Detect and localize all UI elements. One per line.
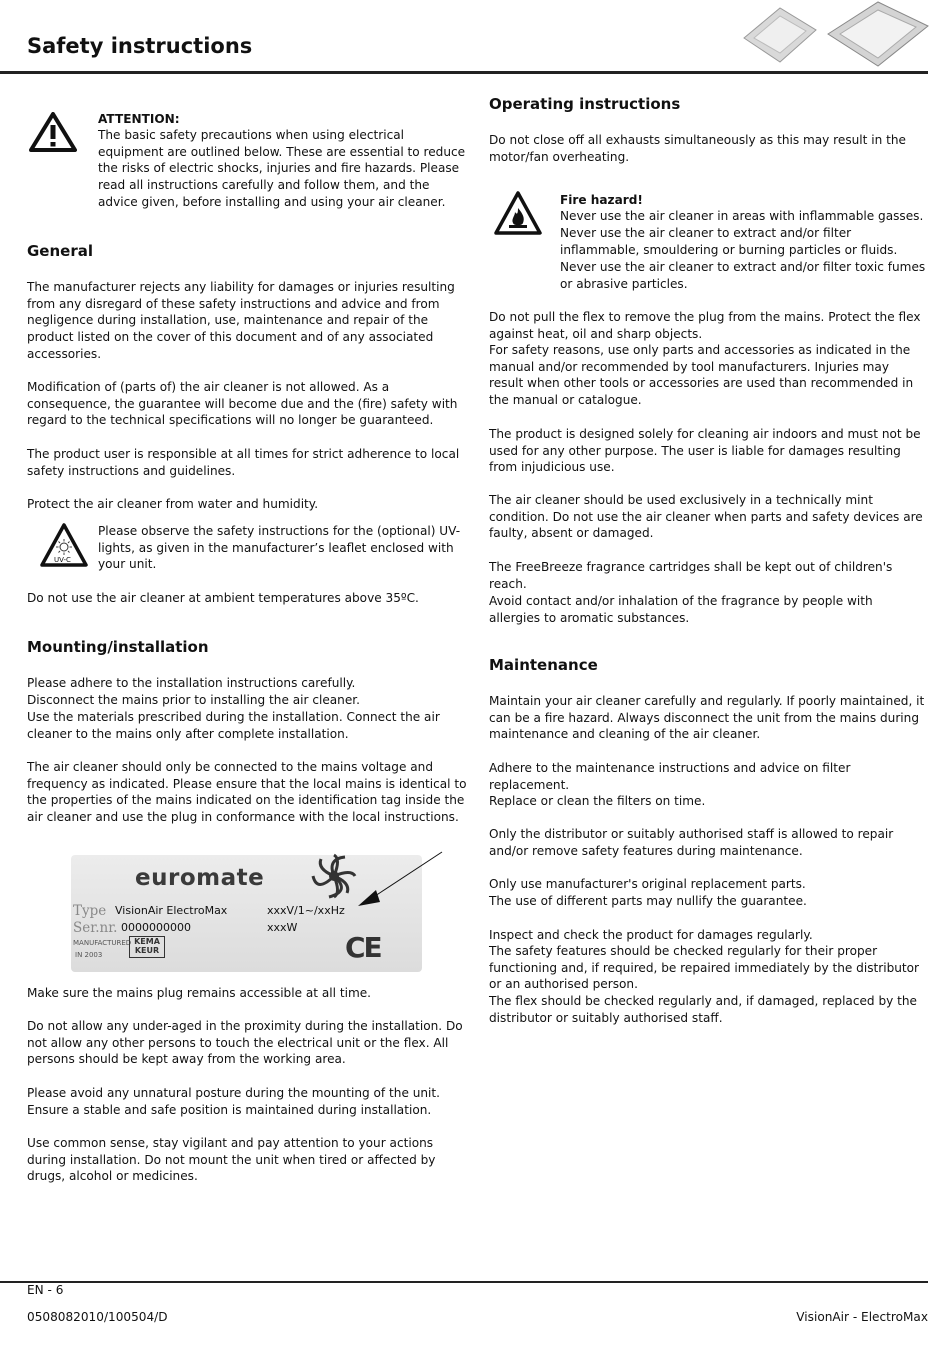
kema-keur-mark: KEMA KEUR	[129, 936, 165, 958]
plate-voltage: xxxV/1~/xxHz	[267, 904, 345, 917]
uvc-text: Please observe the safety instructions for the (optional) UV-lights, as given in the manufacturer’s leaflet enclosed with your unit.	[98, 524, 461, 572]
operating-paragraph-5a: The FreeBreeze fragrance cartridges shall be kept out of children's reach.	[489, 560, 893, 591]
footer-rule	[0, 1281, 928, 1283]
plate-year: IN 2003	[75, 951, 103, 959]
document-number: 0508082010/100504/D	[27, 1310, 168, 1324]
plate-power: xxxW	[267, 921, 298, 934]
mounting-paragraph-5: Please avoid any unnatural posture during the mounting of the unit. Ensure a stable and safe position is maintained during installation.	[27, 1086, 441, 1117]
ce-mark: CE	[345, 931, 381, 964]
page-title: Safety instructions	[27, 34, 253, 58]
mounting-line-1: Please adhere to the installation instructions carefully.	[27, 676, 356, 690]
fire-hazard-icon	[493, 190, 543, 240]
mounting-heading: Mounting/installation	[27, 638, 209, 656]
maintenance-paragraph-2a: Adhere to the maintenance instructions and advice on filter replacement.	[489, 761, 851, 792]
attention-label: ATTENTION:	[98, 112, 180, 126]
fire-hazard-line-2: Never use the air cleaner to extract and/or filter inflammable, smouldering or burning particles or fluids.	[560, 226, 898, 257]
maintenance-paragraph-5a: Inspect and check the product for damages regularly.	[489, 928, 813, 942]
plate-ser-value: 0000000000	[121, 921, 191, 934]
product-photo	[740, 0, 930, 70]
general-paragraph-3: The product user is responsible at all times for strict adherence to local safety instructions and guidelines.	[27, 447, 460, 478]
operating-paragraph-1: Do not close off all exhausts simultaneously as this may result in the motor/fan overheating.	[489, 133, 906, 164]
operating-paragraph-2b: For safety reasons, use only parts and accessories as indicated in the manual and/or recommended by tool manufacturers. Injuries may result when other tools or accessories are used than recommended in the manual or catalogue.	[489, 343, 914, 408]
warning-triangle-icon	[29, 112, 77, 156]
operating-paragraph-2a: Do not pull the flex to remove the plug from the mains. Protect the flex against heat, oil and sharp objects.	[489, 310, 921, 341]
fire-hazard-line-1: Never use the air cleaner in areas with inflammable gasses.	[560, 209, 924, 223]
plate-type-label: Type	[73, 903, 107, 919]
mounting-paragraph-2: The air cleaner should only be connected to the mains voltage and frequency as indicated. Please ensure that the local mains is identical to the properties of the mains indicated on the identification tag inside the air cleaner and use the plug in conformance with the local instructions.	[27, 760, 467, 825]
maintenance-heading: Maintenance	[489, 656, 598, 674]
product-name: VisionAir - ElectroMax	[796, 1310, 928, 1324]
plate-manufactured: MANUFACTURED	[73, 939, 132, 947]
fire-hazard-label: Fire hazard!	[560, 193, 643, 207]
mounting-line-3: Use the materials prescribed during the installation. Connect the air cleaner to the mains only after complete installation.	[27, 710, 440, 741]
general-paragraph-2: Modification of (parts of) the air cleaner is not allowed. As a consequence, the guarantee will become due and the (fire) safety with regard to the technical specifications will no longer be guaranteed.	[27, 380, 458, 428]
general-paragraph-5: Do not use the air cleaner at ambient temperatures above 35ºC.	[27, 591, 419, 605]
operating-paragraph-5b: Avoid contact and/or inhalation of the fragrance by people with allergies to aromatic substances.	[489, 594, 873, 625]
operating-heading: Operating instructions	[489, 95, 681, 113]
attention-text: The basic safety precautions when using electrical equipment are outlined below. These are essential to reduce the risks of electric shocks, injuries and fire hazards. Please read all instructions carefully and follow them, and the advice given, before installing and using your air cleaner.	[98, 128, 466, 209]
maintenance-paragraph-5c: The flex should be checked regularly and, if damaged, replaced by the distributor or suitably authorised staff.	[489, 994, 917, 1025]
maintenance-paragraph-1: Maintain your air cleaner carefully and regularly. If poorly maintained, it can be a fire hazard. Always disconnect the unit from the mains during maintenance and cleaning of the air cleaner.	[489, 694, 925, 742]
mounting-paragraph-6: Use common sense, stay vigilant and pay attention to your actions during installation. Do not mount the unit when tired or affected by drugs, alcohol or medicines.	[27, 1136, 436, 1184]
fire-hazard-line-3: Never use the air cleaner to extract and/or filter toxic fumes or abrasive particles.	[560, 260, 926, 291]
general-paragraph-4: Protect the air cleaner from water and humidity.	[27, 497, 319, 511]
general-paragraph-1: The manufacturer rejects any liability for damages or injuries resulting from any disregard of these safety instructions and advice and from negligence during installation, use, maintenance and repair of the product listed on the cover of this document and of any associated accessories.	[27, 280, 455, 361]
maintenance-paragraph-5b: The safety features should be checked regularly for their proper functioning and, if required, be repaired immediately by the distributor or an authorised person.	[489, 944, 920, 992]
plate-pointer-arrow	[350, 848, 446, 914]
maintenance-paragraph-4b: The use of different parts may nullify the guarantee.	[489, 894, 807, 908]
plate-type-value: VisionAir ElectroMax	[115, 904, 228, 917]
plate-brand: euromate	[135, 865, 265, 891]
uvc-icon-label: UV-C	[54, 556, 71, 564]
maintenance-paragraph-3: Only the distributor or suitably authorised staff is allowed to repair and/or remove safety features during maintenance.	[489, 827, 894, 858]
uv-warning-icon	[40, 523, 88, 573]
plate-ser-label: Ser.nr.	[73, 920, 118, 936]
mounting-paragraph-4: Do not allow any under-aged in the proximity during the installation. Do not allow any other persons to touch the electrical unit or the flex. All persons should be kept away from the working area.	[27, 1019, 463, 1067]
operating-paragraph-3: The product is designed solely for cleaning air indoors and must not be used for any other purpose. The user is liable for damages resulting from injudicious use.	[489, 427, 921, 475]
mounting-line-2: Disconnect the mains prior to installing the air cleaner.	[27, 693, 360, 707]
page-number: EN - 6	[27, 1283, 64, 1297]
operating-paragraph-4: The air cleaner should be used exclusively in a technically mint condition. Do not use the air cleaner when parts and safety devices are faulty, absent or damaged.	[489, 493, 923, 541]
mounting-paragraph-3: Make sure the mains plug remains accessible at all time.	[27, 986, 372, 1000]
general-heading: General	[27, 242, 93, 260]
maintenance-paragraph-4a: Only use manufacturer's original replacement parts.	[489, 877, 806, 891]
header-rule	[0, 71, 928, 74]
maintenance-paragraph-2b: Replace or clean the filters on time.	[489, 794, 706, 808]
